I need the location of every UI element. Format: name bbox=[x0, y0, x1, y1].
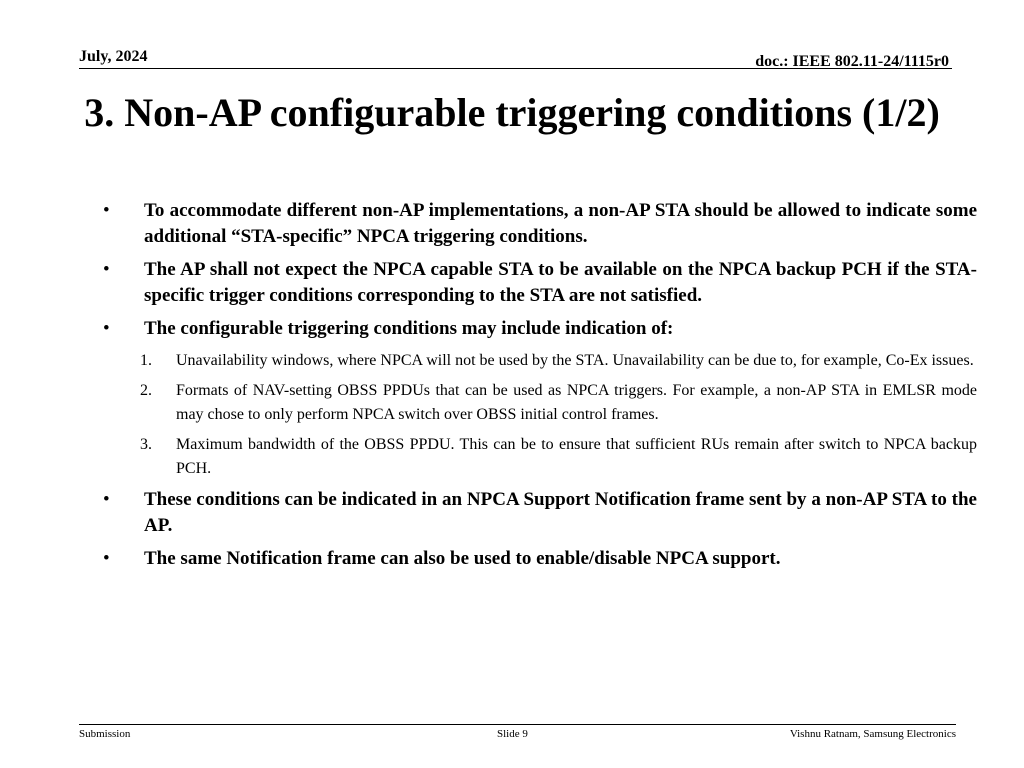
bullet-item bbox=[103, 198, 977, 250]
bullet-text: The same Notification frame can also be used to enable/disable NPCA support. bbox=[144, 548, 781, 569]
bullet-marker: • bbox=[103, 548, 110, 569]
footer-divider bbox=[79, 724, 956, 725]
slide-content bbox=[103, 198, 977, 579]
bullet-item bbox=[103, 487, 977, 539]
item-text: Maximum bandwidth of the OBSS PPDU. This can be to ensure that sufficient RUs remain after switch to NPCA backup PCH. bbox=[176, 436, 977, 477]
header-doc-id: doc.: IEEE 802.11-24/1115r0 bbox=[755, 53, 949, 70]
slide-title: 3. Non-AP configurable triggering conditions (1/2) bbox=[84, 90, 940, 135]
bullet-marker: • bbox=[103, 318, 110, 339]
footer-submission: Submission bbox=[79, 728, 131, 740]
bullet-text: These conditions can be indicated in an NPCA Support Notification frame sent by a non-AP STA to the AP. bbox=[144, 489, 977, 536]
footer-author: Vishnu Ratnam, Samsung Electronics bbox=[789, 728, 956, 740]
item-number: 1. bbox=[140, 352, 152, 369]
numbered-item bbox=[103, 433, 977, 481]
item-text: Formats of NAV-setting OBSS PPDUs that can be used as NPCA triggers. For example, a non-AP STA in EMLSR mode may chose to only perform NPCA switch over OBSS initial control frames. bbox=[176, 382, 977, 423]
bullet-marker: • bbox=[103, 200, 110, 221]
bullet-item bbox=[103, 316, 977, 342]
bullet-item bbox=[103, 257, 977, 309]
bullet-item bbox=[103, 546, 977, 572]
bullet-marker: • bbox=[103, 259, 110, 280]
item-number: 3. bbox=[140, 436, 152, 453]
bullet-text: The configurable triggering conditions may include indication of: bbox=[144, 318, 674, 339]
numbered-item bbox=[103, 349, 977, 373]
header-divider bbox=[79, 68, 952, 69]
footer-slide-number: Slide 9 bbox=[497, 728, 528, 740]
item-number: 2. bbox=[140, 382, 152, 399]
item-text: Unavailability windows, where NPCA will not be used by the STA. Unavailability can be due to, for example, Co-Ex issues. bbox=[176, 352, 974, 369]
bullet-text: The AP shall not expect the NPCA capable STA to be available on the NPCA backup PCH if the STA-specific trigger conditions corresponding to the STA are not satisfied. bbox=[144, 259, 977, 306]
header-date: July, 2024 bbox=[79, 48, 148, 65]
bullet-marker: • bbox=[103, 489, 110, 510]
numbered-item bbox=[103, 379, 977, 427]
bullet-text: To accommodate different non-AP implementations, a non-AP STA should be allowed to indicate some additional “STA-specific” NPCA triggering conditions. bbox=[144, 200, 977, 247]
